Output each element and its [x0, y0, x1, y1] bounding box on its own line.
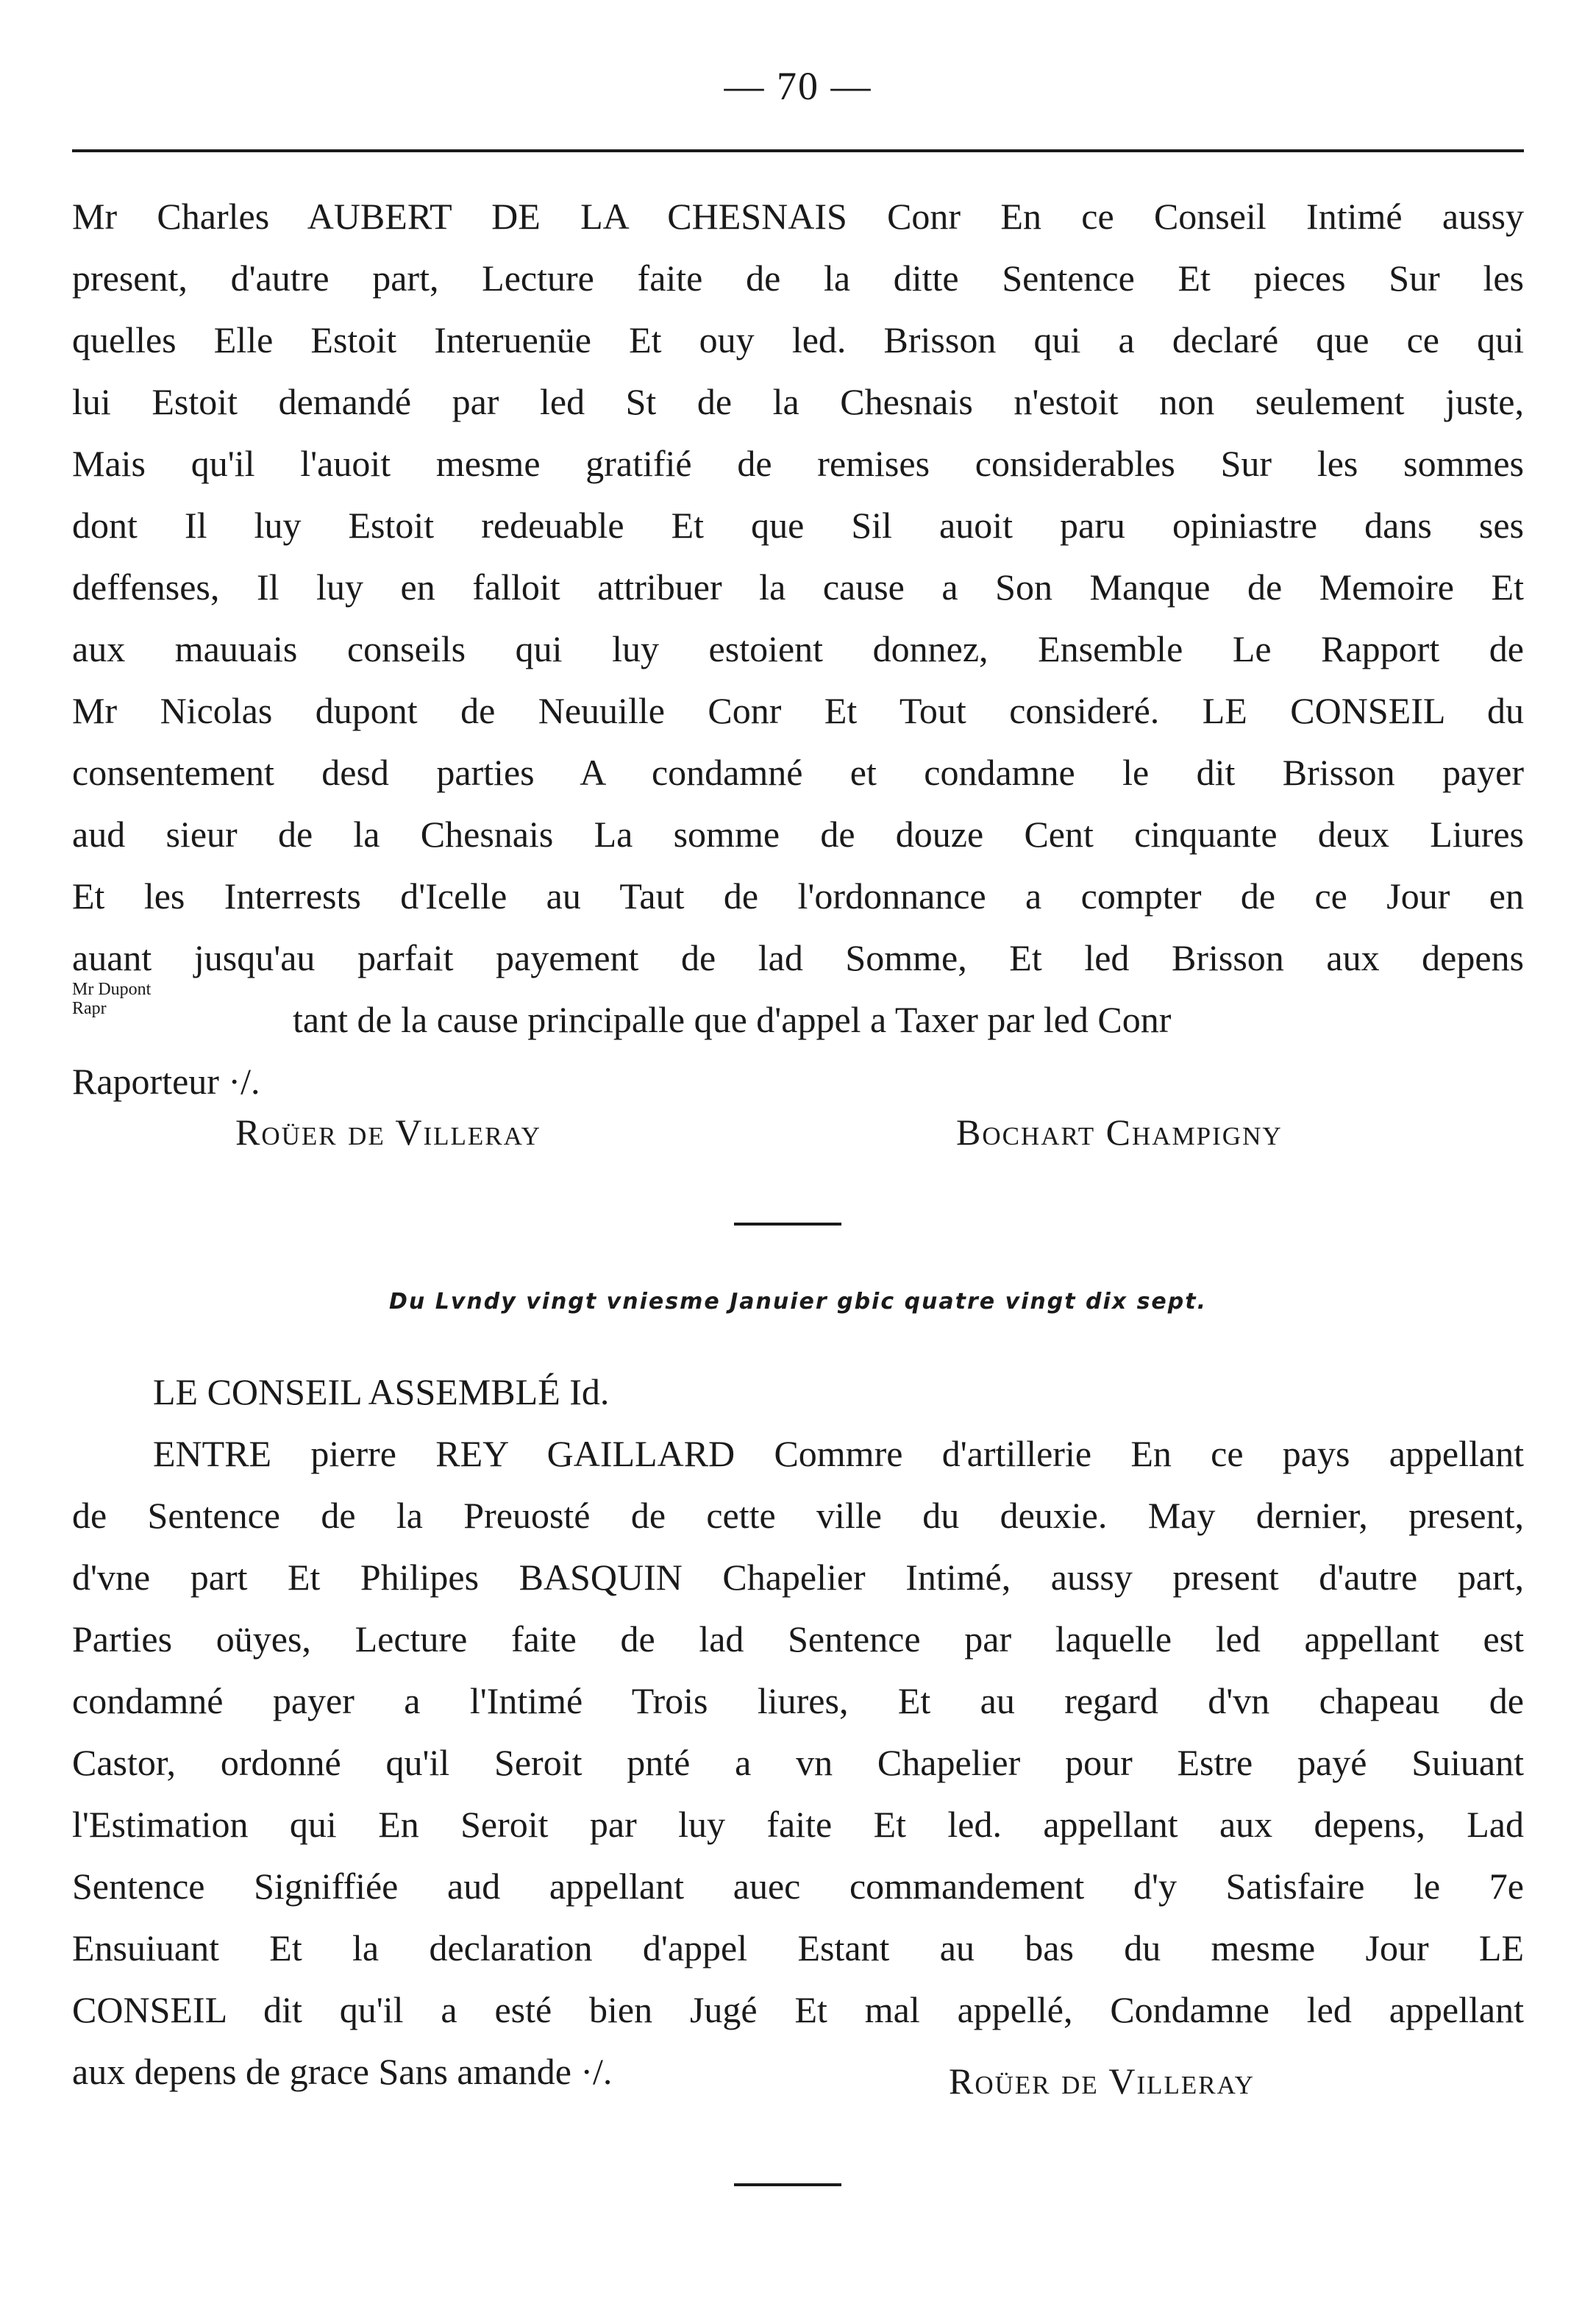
- text-line: Ensuiuant Et la declaration d'appel Estant au bas du mesme Jour LE: [72, 1927, 1524, 1969]
- margin-note: [72, 980, 219, 1018]
- text-line: aux depens de grace Sans amande ·/.: [72, 2051, 613, 2092]
- text-line: CONSEIL dit qu'il a esté bien Jugé Et mal appellé, Condamne led appellant: [72, 1989, 1524, 2030]
- text-line: Mais qu'il l'auoit mesme gratifié de remises considerables Sur les sommes: [72, 443, 1524, 484]
- date-heading: Du Lvndy vingt vniesme Januier gbic quatre vingt dix sept.: [389, 1289, 1207, 1315]
- margin-note-line: Rapr: [72, 999, 107, 1018]
- signature-villeray: Roüer de Villeray: [235, 1112, 541, 1153]
- text-line: present, d'autre part, Lecture faite de la ditte Sentence Et pieces Sur les: [72, 257, 1524, 299]
- text-line: consentement desd parties A condamné et condamne le dit Brisson payer: [72, 752, 1524, 793]
- signature-villeray-2: Roüer de Villeray: [949, 2060, 1255, 2102]
- text-line: Raporteur ·/.: [72, 1061, 260, 1102]
- text-line: LE CONSEIL ASSEMBLÉ Id.: [153, 1371, 610, 1412]
- top-rule: [72, 149, 1524, 152]
- text-line: Castor, ordonné qu'il Seroit pnté a vn Chapelier pour Estre payé Suiuant: [72, 1742, 1524, 1783]
- text-line: Parties oüyes, Lecture faite de lad Sentence par laquelle led appellant est: [72, 1618, 1524, 1660]
- text-line: auant jusqu'au parfait payement de lad Somme, Et led Brisson aux depens: [72, 937, 1524, 978]
- text-line: quelles Elle Estoit Interuenüe Et ouy led. Brisson qui a declaré que ce qui: [72, 319, 1524, 360]
- text-line: condamné payer a l'Intimé Trois liures, Et au regard d'vn chapeau de: [72, 1680, 1524, 1721]
- text-line: lui Estoit demandé par led St de la Chesnais n'estoit non seulement juste,: [72, 381, 1524, 422]
- margin-note-line: Mr Dupont: [72, 980, 152, 999]
- text-line: Mr Charles AUBERT DE LA CHESNAIS Conr En ce Conseil Intimé aussy: [72, 196, 1524, 237]
- text-line: de Sentence de la Preuosté de cette ville du deuxie. May dernier, present,: [72, 1495, 1524, 1536]
- text-line: d'vne part Et Philipes BASQUIN Chapelier Intimé, aussy present d'autre part,: [72, 1557, 1524, 1598]
- section-divider: [734, 2183, 841, 2186]
- text-line: Mr Nicolas dupont de Neuuille Conr Et Tout consideré. LE CONSEIL du: [72, 690, 1524, 731]
- section-divider: [734, 1223, 841, 1226]
- section-1-text: [72, 185, 1524, 1112]
- text-line: dont Il luy Estoit redeuable Et que Sil auoit paru opiniastre dans ses: [72, 505, 1524, 546]
- text-line: Sentence Signiffiée aud appellant auec commandement d'y Satisfaire le 7e: [72, 1866, 1524, 1907]
- section-2-text: [72, 1361, 1524, 2102]
- text-line: deffenses, Il luy en falloit attribuer la cause a Son Manque de Memoire Et: [72, 566, 1524, 608]
- text-line: ENTRE pierre REY GAILLARD Commre d'artillerie En ce pays appellant: [153, 1433, 1524, 1474]
- text-line: aud sieur de la Chesnais La somme de douze Cent cinquante deux Liures: [72, 814, 1524, 855]
- text-line: l'Estimation qui En Seroit par luy faite Et led. appellant aux depens, Lad: [72, 1804, 1524, 1845]
- page-number: — 70 —: [724, 64, 872, 108]
- text-line: tant de la cause principalle que d'appel a Taxer par led Conr: [293, 999, 1172, 1040]
- signature-champigny: Bochart Champigny: [956, 1112, 1283, 1153]
- text-line: Et les Interrests d'Icelle au Taut de l'ordonnance a compter de ce Jour en: [72, 875, 1524, 917]
- text-line: aux mauuais conseils qui luy estoient donnez, Ensemble Le Rapport de: [72, 628, 1524, 669]
